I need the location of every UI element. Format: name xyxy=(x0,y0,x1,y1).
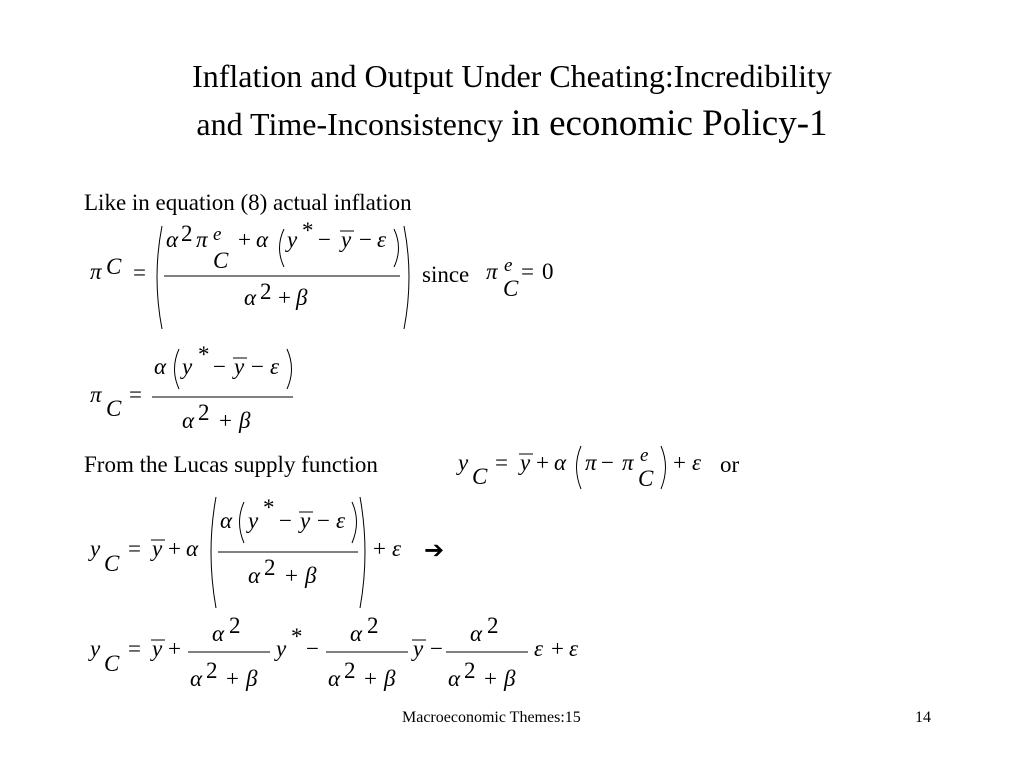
svg-text:−: − xyxy=(251,354,264,379)
svg-text:+: + xyxy=(278,285,291,310)
svg-text:ε: ε xyxy=(392,536,402,561)
equation-5 xyxy=(88,613,579,691)
svg-text:α: α xyxy=(186,536,199,561)
svg-text:α: α xyxy=(166,227,179,252)
svg-text:2: 2 xyxy=(260,279,272,304)
svg-text:−: − xyxy=(279,508,292,533)
svg-text:e: e xyxy=(213,224,222,245)
page-number: 14 xyxy=(915,709,931,726)
svg-text:+: + xyxy=(364,666,377,691)
svg-text:+: + xyxy=(219,408,232,433)
svg-text:ε: ε xyxy=(692,450,702,475)
svg-text:y: y xyxy=(300,508,311,533)
title-line-2-part-a: and Time-Inconsistency xyxy=(196,106,504,142)
implies-arrow-icon: ➔ xyxy=(424,536,445,564)
svg-text:2: 2 xyxy=(181,221,193,246)
svg-text:π: π xyxy=(585,450,597,475)
svg-text:+: + xyxy=(484,666,497,691)
svg-text:y: y xyxy=(152,636,163,661)
svg-text:+: + xyxy=(536,450,549,475)
svg-text:α: α xyxy=(220,508,233,533)
svg-text:ε: ε xyxy=(377,227,387,252)
svg-text:=: = xyxy=(133,260,146,285)
svg-text:2: 2 xyxy=(206,658,218,683)
svg-text:π: π xyxy=(90,382,102,407)
svg-text:β: β xyxy=(504,666,516,691)
svg-text:ε: ε xyxy=(569,636,579,661)
svg-text:−: − xyxy=(213,354,226,379)
svg-text:y: y xyxy=(90,636,101,661)
svg-text:C: C xyxy=(106,254,122,279)
svg-text:C: C xyxy=(472,464,488,489)
title-line-2-part-b: in economic Policy-1 xyxy=(511,103,828,144)
svg-text:*: * xyxy=(263,495,275,520)
svg-text:−: − xyxy=(318,227,331,252)
svg-text:α: α xyxy=(182,408,195,433)
svg-text:α: α xyxy=(328,666,341,691)
footer-text: Macroeconomic Themes:15 xyxy=(402,709,581,726)
svg-text:π: π xyxy=(486,259,498,284)
svg-text:y: y xyxy=(458,450,469,475)
svg-text:y: y xyxy=(248,508,259,533)
svg-text:C: C xyxy=(104,651,120,676)
intro-text: Like in equation (8) actual inflation xyxy=(84,190,412,215)
svg-text:=: = xyxy=(128,636,141,661)
svg-text:α: α xyxy=(256,227,269,252)
svg-text:2: 2 xyxy=(367,613,379,638)
svg-text:*: * xyxy=(302,218,314,243)
svg-text:ε: ε xyxy=(336,508,346,533)
svg-text:+: + xyxy=(551,636,564,661)
svg-text:2: 2 xyxy=(464,658,476,683)
svg-text:β: β xyxy=(305,563,317,588)
equation-4 xyxy=(88,495,402,608)
svg-text:y: y xyxy=(182,354,193,379)
svg-text:y: y xyxy=(90,536,101,561)
svg-text:α: α xyxy=(470,621,483,646)
svg-text:2: 2 xyxy=(229,613,241,638)
svg-text:2: 2 xyxy=(344,658,356,683)
svg-text:e: e xyxy=(504,255,513,276)
svg-text:C: C xyxy=(503,276,519,301)
since-text: since xyxy=(422,262,470,287)
svg-text:y: y xyxy=(341,227,352,252)
svg-text:π: π xyxy=(622,450,634,475)
svg-text:π: π xyxy=(90,259,102,284)
svg-text:C: C xyxy=(638,466,654,491)
svg-text:β: β xyxy=(246,666,258,691)
equation-3 xyxy=(456,445,702,491)
svg-text:=: = xyxy=(129,382,142,407)
svg-text:ε: ε xyxy=(270,354,280,379)
equation-1 xyxy=(90,218,554,329)
svg-text:−: − xyxy=(601,450,614,475)
svg-text:*: * xyxy=(291,624,303,649)
svg-text:y: y xyxy=(287,227,298,252)
svg-text:−: − xyxy=(430,636,443,661)
svg-text:+: + xyxy=(168,536,181,561)
svg-text:α: α xyxy=(190,666,203,691)
svg-text:α: α xyxy=(212,621,225,646)
svg-text:y: y xyxy=(413,636,424,661)
svg-text:ε: ε xyxy=(534,636,544,661)
svg-text:y: y xyxy=(234,354,245,379)
svg-text:β: β xyxy=(296,285,308,310)
svg-text:+: + xyxy=(226,666,239,691)
svg-text:+: + xyxy=(373,536,386,561)
svg-text:−: − xyxy=(306,636,319,661)
svg-text:α: α xyxy=(554,450,567,475)
svg-text:2: 2 xyxy=(198,400,210,425)
svg-text:β: β xyxy=(384,666,396,691)
svg-text:y: y xyxy=(276,636,287,661)
svg-text:2: 2 xyxy=(487,613,499,638)
svg-text:e: e xyxy=(640,445,649,466)
svg-text:=: = xyxy=(495,450,508,475)
svg-text:y: y xyxy=(152,536,163,561)
svg-text:+: + xyxy=(238,227,251,252)
svg-text:C: C xyxy=(104,551,120,576)
svg-text:π: π xyxy=(196,227,208,252)
svg-text:C: C xyxy=(213,248,229,273)
svg-text:0: 0 xyxy=(542,259,554,284)
svg-text:α: α xyxy=(448,666,461,691)
equation-2 xyxy=(90,342,293,433)
svg-text:−: − xyxy=(359,227,372,252)
svg-text:+: + xyxy=(673,450,686,475)
svg-text:−: − xyxy=(317,508,330,533)
svg-text:=: = xyxy=(128,536,141,561)
svg-text:*: * xyxy=(198,342,210,367)
svg-text:α: α xyxy=(248,563,261,588)
svg-text:α: α xyxy=(350,621,363,646)
or-text: or xyxy=(720,452,740,477)
svg-text:+: + xyxy=(285,563,298,588)
svg-text:=: = xyxy=(521,259,534,284)
svg-text:C: C xyxy=(106,396,122,421)
svg-text:α: α xyxy=(154,354,167,379)
svg-text:β: β xyxy=(239,408,251,433)
svg-text:+: + xyxy=(168,636,181,661)
svg-text:α: α xyxy=(244,285,257,310)
svg-text:y: y xyxy=(520,450,531,475)
svg-text:2: 2 xyxy=(264,555,276,580)
lucas-text: From the Lucas supply function xyxy=(84,452,378,477)
title-line-1: Inflation and Output Under Cheating:Incredibility xyxy=(192,58,832,94)
